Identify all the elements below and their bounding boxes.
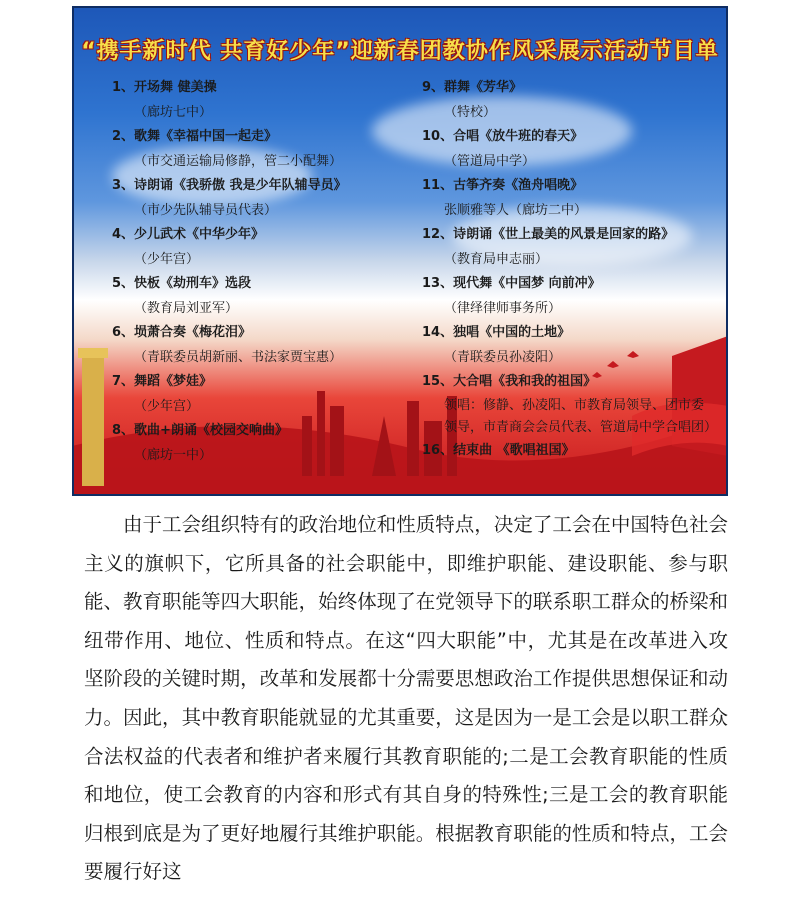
program-item-performer: （少年宫） (134, 398, 200, 414)
program-item-performer: （市交通运输局修静，管二小配舞） (134, 153, 343, 169)
program-item-title: 15、大合唱《我和我的祖国》 (422, 374, 597, 389)
article-body (84, 506, 728, 892)
program-item (112, 370, 412, 419)
program-item-title: 9、群舞《芳华》 (422, 80, 523, 95)
program-item (112, 272, 412, 321)
program-item (112, 419, 412, 468)
program-item-title: 6、埙萧合奏《梅花泪》 (112, 325, 252, 340)
program-item-performer: （廊坊一中） (134, 447, 213, 463)
program-item-performer: （教育局刘亚军） (134, 300, 239, 316)
program-item (422, 321, 712, 370)
program-poster (72, 6, 728, 496)
program-item-title: 3、诗朗诵《我骄傲 我是少年队辅导员》 (112, 178, 347, 193)
program-item (112, 174, 412, 223)
program-item-performer: （律绎律师事务所） (444, 300, 562, 316)
program-item-title: 7、舞蹈《梦娃》 (112, 374, 213, 389)
program-item-title: 16、结束曲 《歌唱祖国》 (422, 442, 575, 458)
program-item (422, 272, 712, 321)
huabiao-pillar-icon (82, 356, 104, 486)
program-item (422, 223, 712, 272)
program-item (422, 174, 712, 223)
article-paragraph: 由于工会组织特有的政治地位和性质特点，决定了工会在中国特色社会主义的旗帜下，它所具备的社会职能中，即维护职能、建设职能、参与职能、教育职能等四大职能，始终体现了在党领导下的联系职工群众的桥梁和纽带作用、地位、性质和特点。在这“四大职能”中，尤其是在改革进入攻坚阶段的关键时期，改革和发展都十分需要思想政治工作提供思想保证和动力。因此，其中教育职能就显的尤其重要，这是因为一是工会是以职工群众合法权益的代表者和维护者来履行其教育职能的;二是工会教育职能的性质和地位，使工会教育的内容和形式有其自身的特殊性;三是工会的教育职能归根到底是为了更好地履行其维护职能。根据教育职能的性质和特点，工会要履行好这 (84, 513, 728, 884)
program-item-performer: （特校） (444, 104, 497, 120)
program-item-title: 11、古筝齐奏《渔舟唱晚》 (422, 178, 584, 193)
program-list-right (422, 76, 718, 463)
program-item-title: 10、合唱《放牛班的春天》 (422, 129, 584, 144)
program-item-performer: （管道局中学） (444, 153, 536, 169)
program-item-performer: （市少先队辅导员代表） (134, 202, 278, 218)
program-item-performer: 领唱：修静、孙凌阳、市教育局领导、团市委领导，市青商会会员代表、管道局中学合唱团） (444, 397, 718, 435)
program-item (112, 223, 412, 272)
program-item-title: 2、歌舞《幸福中国一起走》 (112, 129, 278, 144)
program-item (422, 370, 718, 439)
program-list-left (112, 76, 412, 468)
program-item-performer: （教育局申志丽） (444, 251, 549, 267)
program-item-title: 4、少儿武术《中华少年》 (112, 227, 265, 242)
program-item (112, 321, 412, 370)
program-item-performer: （少年宫） (134, 251, 200, 267)
program-item-title: 8、歌曲+朗诵《校园交响曲》 (112, 423, 288, 438)
program-item-title: 14、独唱《中国的土地》 (422, 325, 571, 340)
program-item-title: 13、现代舞《中国梦 向前冲》 (422, 276, 601, 291)
program-item-performer: 张顺雅等人（廊坊二中） (444, 202, 588, 218)
program-item-title: 5、快板《劫刑车》选段 (112, 276, 252, 291)
program-item-performer: （青联委员胡新丽、书法家贾宝惠） (134, 349, 343, 365)
program-item (422, 125, 712, 174)
program-item (422, 439, 712, 464)
program-item-performer: （青联委员孙凌阳） (444, 349, 562, 365)
program-item-title: 1、开场舞 健美操 (112, 80, 217, 95)
poster-title: “携手新时代 共育好少年”迎新春团教协作风采展示活动节目单 (81, 39, 719, 64)
program-item (112, 125, 412, 174)
program-item (422, 76, 712, 125)
program-item (112, 76, 412, 125)
program-item-title: 12、诗朗诵《世上最美的风景是回家的路》 (422, 227, 675, 242)
program-item-performer: （廊坊七中） (134, 104, 213, 120)
